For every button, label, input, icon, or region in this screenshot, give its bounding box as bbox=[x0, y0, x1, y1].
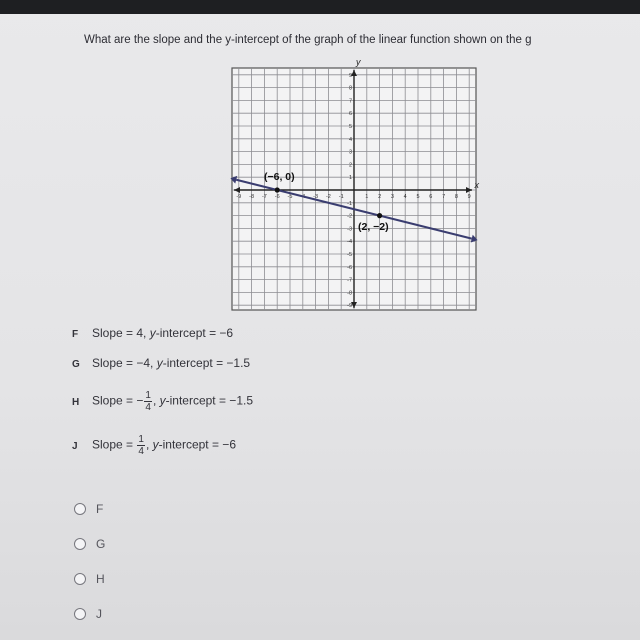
y-tick-label: 3 bbox=[348, 149, 352, 156]
radio-button[interactable] bbox=[74, 573, 86, 585]
option-text-end: -intercept = −6 bbox=[158, 437, 236, 452]
option-f bbox=[72, 326, 233, 340]
option-y-variable: y bbox=[152, 437, 159, 452]
y-tick-label: -3 bbox=[347, 226, 352, 233]
choice-label: J bbox=[96, 607, 102, 621]
choice-j[interactable] bbox=[74, 607, 102, 621]
radio-button[interactable] bbox=[74, 538, 86, 550]
x-tick-label: -7 bbox=[261, 194, 267, 200]
option-text-start: Slope = −4, bbox=[92, 356, 157, 370]
fraction-denominator: 4 bbox=[138, 446, 144, 457]
option-y-variable: y bbox=[159, 393, 166, 408]
question-text: What are the slope and the y-intercept of the graph of the linear function shown on the g bbox=[84, 34, 532, 46]
y-tick-label: -2 bbox=[347, 213, 352, 220]
y-tick-label: 7 bbox=[348, 98, 352, 105]
x-tick-label: 1 bbox=[365, 194, 369, 200]
option-letter: J bbox=[72, 440, 78, 452]
x-tick-label: -8 bbox=[249, 194, 255, 200]
option-j: J Slope = $\frac{1}{4}$ , y-intercept = −6 bbox=[72, 434, 236, 457]
option-text-end: -intercept = −1.5 bbox=[165, 393, 253, 408]
y-tick-label: 1 bbox=[348, 175, 352, 182]
x-tick-label: 9 bbox=[467, 194, 471, 200]
fraction-numerator: 1 bbox=[138, 434, 144, 445]
option-letter: H bbox=[72, 396, 80, 408]
option-y-variable: y bbox=[149, 326, 156, 340]
option-y-variable: y bbox=[156, 356, 163, 370]
y-tick-label: 6 bbox=[348, 111, 352, 118]
option-text-start: Slope = 4, bbox=[92, 326, 150, 340]
x-tick-label: 6 bbox=[429, 194, 433, 200]
coordinate-graph bbox=[232, 57, 480, 310]
top-bar bbox=[0, 0, 640, 14]
fraction-numerator: 1 bbox=[145, 390, 151, 401]
y-tick-label: 2 bbox=[348, 162, 352, 169]
choice-label: F bbox=[96, 502, 104, 516]
option-text-start: Slope = bbox=[92, 437, 137, 452]
option-text-end: -intercept = −6 bbox=[155, 326, 234, 340]
y-tick-label: 9 bbox=[348, 72, 352, 79]
x-tick-label: -2 bbox=[325, 194, 331, 200]
option-letter: G bbox=[72, 359, 80, 370]
option-fraction bbox=[137, 434, 145, 457]
option-letter: F bbox=[72, 329, 79, 340]
y-tick-label: 5 bbox=[348, 124, 352, 130]
x-tick-label: -1 bbox=[338, 194, 344, 200]
option-g bbox=[72, 356, 250, 370]
y-tick-label: -5 bbox=[347, 252, 352, 258]
choice-label: H bbox=[96, 572, 105, 586]
x-tick-label: -9 bbox=[236, 194, 242, 200]
y-tick-label: -7 bbox=[347, 277, 352, 284]
point-b-marker bbox=[377, 213, 382, 218]
y-tick-label: -1 bbox=[347, 200, 352, 207]
y-tick-label: -4 bbox=[347, 239, 352, 246]
radio-button[interactable] bbox=[74, 503, 86, 515]
y-tick-label: 4 bbox=[348, 136, 352, 143]
option-text-end: -intercept = −1.5 bbox=[162, 356, 251, 370]
fraction-denominator: 4 bbox=[145, 402, 151, 413]
choice-f[interactable] bbox=[74, 502, 103, 516]
y-tick-label: -8 bbox=[347, 290, 352, 297]
x-tick-label: 8 bbox=[454, 194, 458, 200]
choice-g[interactable] bbox=[74, 537, 105, 551]
point-a-marker bbox=[275, 187, 280, 192]
option-h: H Slope = − $\frac{1}{4}$ , y-intercept = −1.5 bbox=[72, 390, 253, 413]
y-tick-label: -9 bbox=[347, 303, 352, 310]
y-tick-label: -6 bbox=[347, 264, 352, 271]
choice-label: G bbox=[96, 537, 106, 551]
x-tick-label: -5 bbox=[287, 194, 293, 200]
x-tick-label: 7 bbox=[442, 194, 446, 200]
radio-button[interactable] bbox=[74, 608, 86, 620]
point-a-label: (−6, 0) bbox=[264, 171, 295, 183]
x-tick-label: 2 bbox=[378, 194, 382, 200]
option-fraction bbox=[144, 390, 152, 413]
y-axis-label: y bbox=[356, 57, 361, 67]
y-tick-label: 8 bbox=[348, 85, 352, 92]
option-text-start: Slope = − bbox=[92, 393, 144, 408]
x-tick-label: 5 bbox=[416, 194, 420, 200]
point-b-label: (2, −2) bbox=[358, 221, 389, 233]
x-tick-label: 3 bbox=[390, 194, 394, 200]
x-axis-label: x bbox=[474, 180, 479, 190]
x-tick-label: 4 bbox=[403, 194, 407, 200]
x-tick-label: -6 bbox=[274, 194, 280, 200]
x-tick-label: -3 bbox=[313, 194, 319, 200]
choice-h[interactable] bbox=[74, 572, 105, 586]
